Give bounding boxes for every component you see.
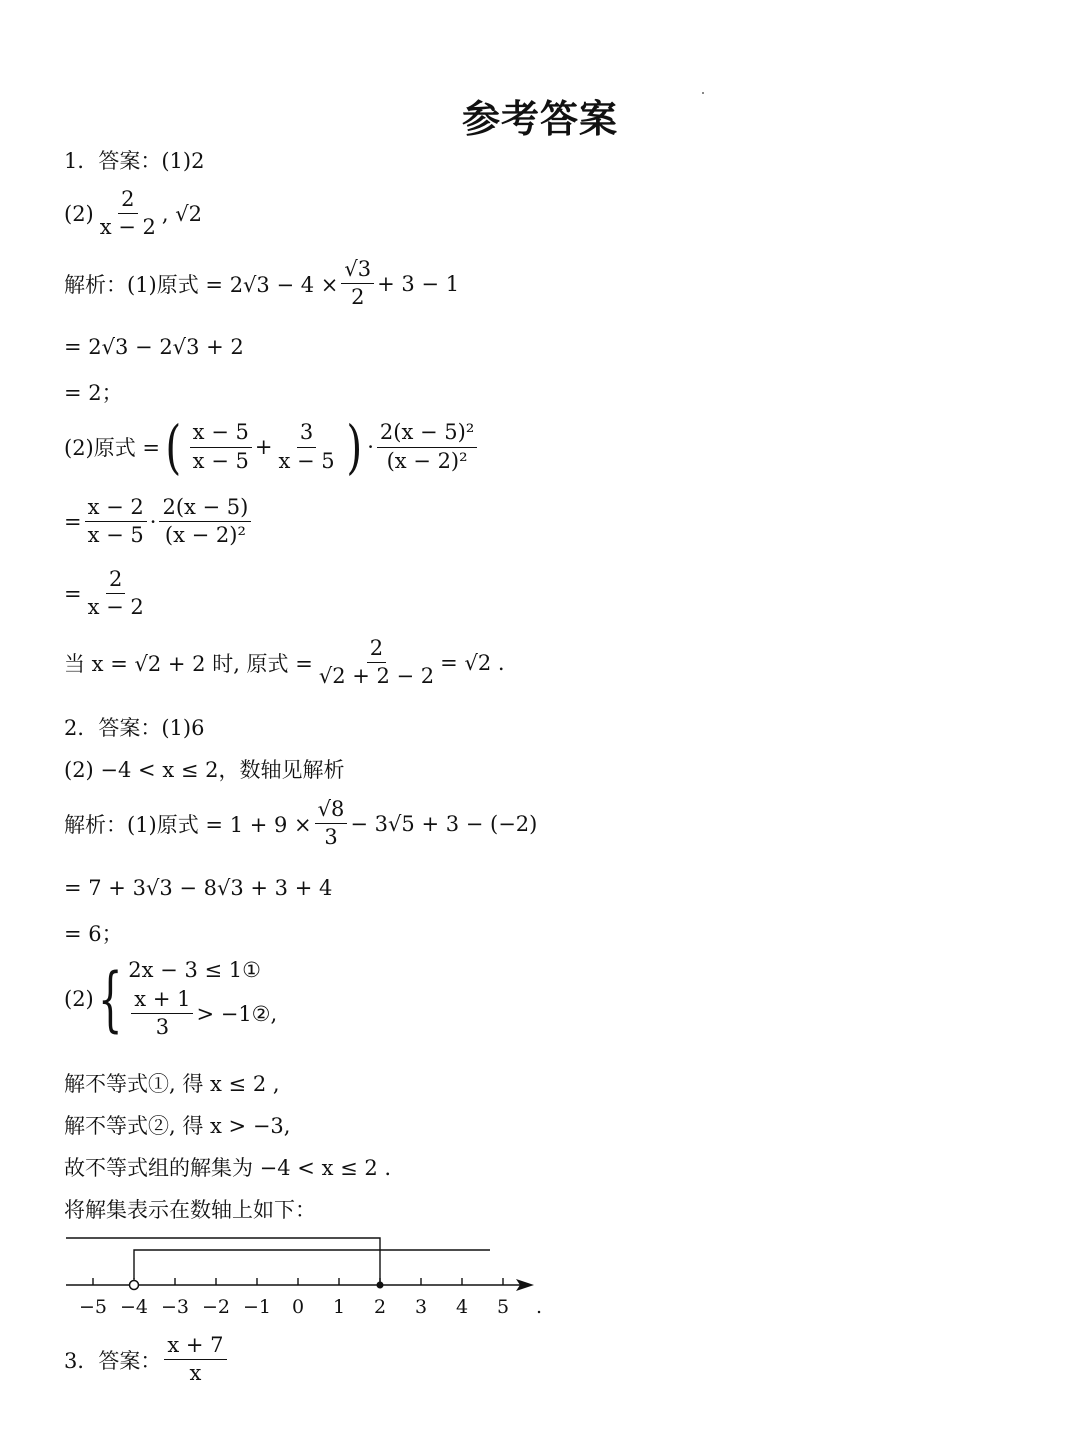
axis-tick-label: 3 bbox=[414, 1296, 428, 1318]
q2-answer-2: (2) −4 < x ≤ 2，数轴见解析 bbox=[64, 758, 345, 782]
fraction: $\frac{x - 5}{x - 5}$ bbox=[190, 421, 252, 472]
q1-solution-step-1: 解析：(1)原式 = 2√3 − 4 × $\frac{√3}{2}$ + 3 − 1 bbox=[64, 257, 460, 310]
scan-speck bbox=[702, 92, 704, 94]
fraction: $\frac{2}{x - 2}$ bbox=[99, 187, 156, 240]
fraction: $\frac{x + 7}{x}$ bbox=[164, 1334, 226, 1385]
fraction: $\frac{2(x - 5)}{\text{(x − 2)²}}$ bbox=[159, 496, 251, 547]
q3-answer: 3．答案： $\frac{x + 7}{x}$ bbox=[64, 1334, 230, 1385]
q1-solution-step-4: (2)原式 = ( $\frac{x - 5}{x - 5}$ + $\frac{3}{x - 5}$ ) · $\frac{\text{2(x − 5)²}}{\text{(x − 2)²}}$ bbox=[64, 418, 480, 476]
q1-solution-step-7: 当 x = √2 + 2 时, 原式 = $\frac{2}{√2 + 2 - 2}$ = √2 . bbox=[64, 636, 505, 689]
axis-trailing-mark: . bbox=[536, 1296, 543, 1318]
q1-solution-step-5: = $\frac{x - 2}{x - 5}$ · $\frac{2(x - 5)}{\text{(x − 2)²}}$ bbox=[64, 496, 254, 547]
q1-solution-step-3: = 2； bbox=[64, 381, 123, 405]
fraction: $\frac{\text{2(x − 5)²}}{\text{(x − 2)²}}$ bbox=[377, 421, 477, 472]
closed-point bbox=[377, 1282, 384, 1289]
fraction: $\frac{√8}{3}$ bbox=[315, 798, 348, 849]
fraction: $\frac{√3}{2}$ bbox=[341, 258, 374, 309]
system-row-2: $\frac{x + 1}{3}$ > −1② , bbox=[128, 988, 277, 1039]
q2-inequality-system: (2) { 2x − 3 ≤ 1① $\frac{x + 1}{3}$ > −1② , bbox=[64, 957, 278, 1040]
number-line bbox=[58, 1228, 558, 1328]
axis-tick-label: 1 bbox=[332, 1296, 346, 1318]
q2-solution-step-1: 解析：(1)原式 = 1 + 9 × $\frac{√8}{3}$ − 3√5 + 3 − (−2) bbox=[64, 797, 538, 850]
fraction: $\frac{3}{x - 5}$ bbox=[278, 420, 335, 473]
ray-x-gt-neg4 bbox=[134, 1250, 490, 1279]
q1-answer-2: (2) $\frac{2}{x - 2}$ , √2 bbox=[64, 187, 202, 240]
q1-answer-1: 1．答案：(1)2 bbox=[64, 149, 205, 173]
right-paren: ) bbox=[345, 413, 362, 481]
q2-step-solution-set: 故不等式组的解集为 −4 < x ≤ 2 . bbox=[64, 1156, 392, 1180]
axis-tick-label: −5 bbox=[78, 1296, 108, 1318]
fraction: $\frac{2}{x - 2}$ bbox=[87, 567, 144, 620]
page-title: 参考答案 bbox=[461, 97, 618, 141]
q1-solution-step-2: = 2√3 − 2√3 + 2 bbox=[64, 335, 244, 359]
system-rows bbox=[128, 958, 277, 1039]
q2-answer-1: 2．答案：(1)6 bbox=[64, 716, 205, 740]
open-point bbox=[130, 1281, 139, 1290]
axis-tick-label: 5 bbox=[496, 1296, 510, 1318]
axis-tick-label: −4 bbox=[119, 1296, 149, 1318]
q2-solution-step-3: = 6； bbox=[64, 922, 123, 946]
q1-solution-step-6: = $\frac{2}{x - 2}$ bbox=[64, 568, 150, 619]
q2-step-solve-1: 解不等式①, 得 x ≤ 2 , bbox=[64, 1072, 280, 1096]
fraction: $\frac{2}{√2 + 2 - 2}$ bbox=[318, 636, 435, 689]
axis-tick-label: −3 bbox=[160, 1296, 190, 1318]
axis-tick-label: −1 bbox=[242, 1296, 272, 1318]
axis-tick-label: −2 bbox=[201, 1296, 231, 1318]
axis-tick-label: 2 bbox=[373, 1296, 387, 1318]
q2-step-solve-2: 解不等式②, 得 x > −3, bbox=[64, 1114, 291, 1138]
left-paren: ( bbox=[165, 413, 182, 481]
q2-step-number-line-intro: 将解集表示在数轴上如下： bbox=[64, 1198, 316, 1222]
ray-x-le-2 bbox=[66, 1238, 380, 1285]
q2-solution-step-2: = 7 + 3√3 − 8√3 + 3 + 4 bbox=[64, 876, 333, 900]
fraction: $\frac{x - 2}{x - 5}$ bbox=[85, 496, 147, 547]
left-brace: { bbox=[97, 957, 123, 1040]
fraction: $\frac{x + 1}{3}$ bbox=[131, 988, 193, 1039]
axis-tick-label: 4 bbox=[455, 1296, 469, 1318]
axis-tick-label: 0 bbox=[291, 1296, 305, 1318]
system-row-1: 2x − 3 ≤ 1① bbox=[128, 958, 261, 982]
